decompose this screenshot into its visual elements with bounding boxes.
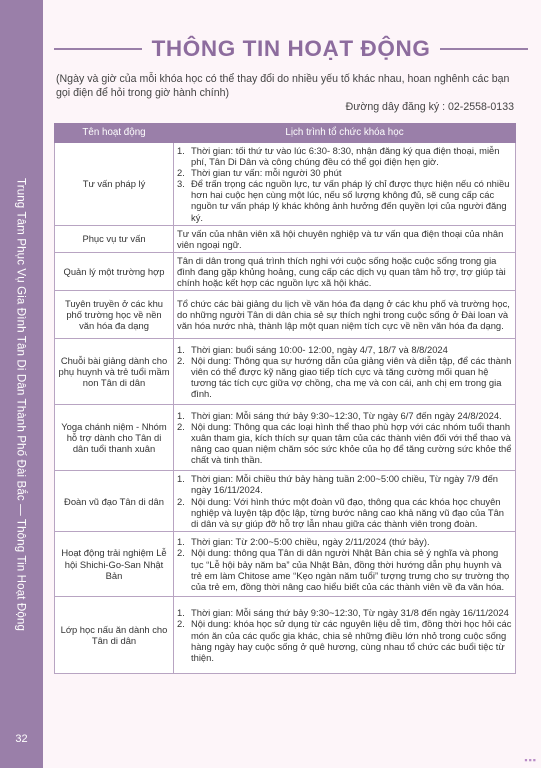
schedule-item — [177, 618, 512, 662]
sidebar-title: Trung Tâm Phục Vụ Gia Đình Tân Di Dân Thành Phố Đài Bắc — Thông Tin Hoạt Động — [14, 177, 28, 631]
activity-name: Phục vụ tư vấn — [55, 225, 174, 252]
item-text: Tư vấn của nhân viên xã hội chuyên nghiệp và tư vấn qua điện thoại của nhân viên ngoại ngữ. — [177, 227, 504, 250]
schedule-item — [177, 473, 512, 495]
schedule-item — [177, 410, 512, 421]
table-row — [55, 143, 516, 226]
schedule-item — [177, 145, 512, 167]
table-row — [55, 471, 516, 532]
activity-name: Hoạt động trải nghiệm Lễ hội Shichi-Go-San Nhật Bản — [55, 532, 174, 597]
schedule-list — [177, 228, 512, 250]
schedule-item — [177, 607, 512, 618]
activity-schedule — [174, 532, 516, 597]
item-number: 2. — [177, 618, 185, 630]
item-number: 1. — [177, 343, 185, 355]
item-text: Nội dung: Thông qua sự hướng dẫn của giảng viên và diễn tập, để các thành viên có thể được kỹ năng giao tiếp tích cực và tăng cường mối quan hệ tương tác tích cực giữa vợ chồng, cha mẹ và con cái, anh chị em trong gia đình. — [191, 354, 512, 400]
title-line-right — [440, 48, 528, 50]
schedule-list — [177, 298, 512, 331]
item-text: Nội dung: Với hình thức một đoàn vũ đạo, thông qua các khóa học chuyên nghiệp và luyện tập độc lập, từng bước nâng cao khả năng vũ đạo của Tân di dân và sự giúp đỡ hỗ trợ lẫn nhau giữa các thành viên trong đoàn. — [191, 495, 505, 529]
item-text: Nội dung: thông qua Tân di dân người Nhật Bản chia sẻ ý nghĩa và phong tục “Lễ hội bảy năm ba” của Nhật Bản, đồng thời hướng dẫn phụ huynh và trẻ em làm Chitose ame “Kẹo ngàn năm tuổi” tượng trưng cho sự trường thọ của trẻ em, đồng thời nâng cao hiểu biết của các thành viên về đa văn hóa. — [191, 547, 510, 592]
schedule-list — [177, 536, 512, 591]
item-number: 1. — [177, 473, 185, 485]
table-row — [55, 252, 516, 290]
item-text: Thời gian: buổi sáng 10:00- 12:00, ngày 4/7, 18/7 và 8/8/2024 — [191, 343, 448, 355]
item-text: Nội dung: Thông qua các loại hình thể thao phù hợp với các nhóm tuổi thanh xuân tham gia, kích thích sự quan tâm của các thành viên đối với thể thao và nâng cao quan niệm chăm sóc sức khỏe của họ để tăng cường sức khỏe thể chất và tinh thần. — [191, 420, 512, 466]
page-title: THÔNG TIN HOẠT ĐỘNG — [151, 36, 431, 61]
sidebar — [0, 0, 43, 768]
item-text: Thời gian: Mỗi sáng thứ bảy 9:30~12:30, Từ ngày 31/8 đến ngày 16/11/2024 — [191, 607, 509, 619]
activity-name: Yoga chánh niệm - Nhóm hỗ trợ dành cho Tân di dân tuổi thanh xuân — [55, 405, 174, 471]
schedule-item — [177, 496, 512, 529]
corner-decoration: ▪▪▪ — [524, 755, 537, 765]
table-row — [55, 339, 516, 405]
schedule-item — [177, 344, 512, 355]
table-header-row — [55, 124, 516, 143]
activity-schedule — [174, 597, 516, 674]
activity-name: Quản lý một trường hợp — [55, 252, 174, 290]
item-text: Thời gian: tối thứ tư vào lúc 6:30- 8:30, nhận đăng ký qua điện thoại, miễn phí, Tân Di Dân và công chúng đều có thể gọi điện hẹn giờ. — [191, 145, 500, 168]
table-row — [55, 597, 516, 674]
activity-schedule — [174, 143, 516, 226]
activity-name: Đoàn vũ đạo Tân di dân — [55, 471, 174, 532]
item-text: Thời gian tư vấn: mỗi người 30 phút — [191, 167, 342, 179]
activity-schedule — [174, 471, 516, 532]
activity-schedule — [174, 405, 516, 471]
table-row — [55, 225, 516, 252]
item-text: Thời gian: Từ 2:00~5:00 chiều, ngày 2/11/2024 (thứ bảy). — [191, 536, 430, 548]
item-text: Để trấn trọng các nguồn lực, tư vấn pháp lý chỉ được thực hiện nếu có nhiều hơn hai cuộc hẹn cùng một lúc, nếu số lượng không đủ, sẽ cung cấp các nguồn tư vấn pháp lý khác không ảnh hưởng đến quyền lợi của người đăng ký. — [191, 178, 510, 223]
schedule-note: (Ngày và giờ của mỗi khóa học có thể thay đổi do nhiều yếu tố khác nhau, hoan nghênh các bạn gọi điện để hỏi trong giờ hành chính) — [56, 73, 510, 99]
item-text: Nội dung: khóa học sử dụng từ các nguyên liệu dễ tìm, đồng thời học hỏi các món ăn của các quốc gia khác, chia sẻ những điều lớn nhỏ trong cuộc sống hàng ngày hay cuộc sống ở quê hương, cùng nhau tổ chức các buổi tiệc từ thiện. — [191, 618, 512, 663]
activity-name: Tư vấn pháp lý — [55, 143, 174, 226]
schedule-item — [177, 178, 512, 222]
table-row — [55, 405, 516, 471]
schedule-item — [177, 355, 512, 399]
activity-schedule — [174, 225, 516, 252]
header-activity-name: Tên hoạt động — [55, 124, 174, 143]
schedule-list — [177, 473, 512, 528]
item-number: 2. — [177, 354, 185, 366]
schedule-list — [177, 607, 512, 662]
item-number: 2. — [177, 495, 185, 507]
schedule-list — [177, 344, 512, 399]
schedule-list — [177, 410, 512, 465]
table-body — [55, 143, 516, 674]
header-schedule: Lịch trình tổ chức khóa học — [174, 124, 516, 143]
activity-name: Chuỗi bài giảng dành cho phụ huynh và trẻ tuổi mầm non Tân di dân — [55, 339, 174, 405]
activity-table — [54, 123, 516, 674]
item-text: Tân di dân trong quá trình thích nghi với cuộc sống hoặc cuộc sống trong gia đình đang gặp khủng hoảng, cung cấp các dịch vụ quan tâm hỗ trợ, trợ giúp tài chính hoặc kết hợp các nguồn lực xã hội khác. — [177, 254, 506, 289]
activity-schedule — [174, 291, 516, 339]
schedule-item — [177, 228, 512, 250]
title-line-left — [54, 48, 142, 50]
item-number: 1. — [177, 607, 185, 619]
item-number: 2. — [177, 167, 185, 179]
registration-hotline: Đường dây đăng ký : 02-2558-0133 — [345, 101, 514, 113]
schedule-item — [177, 255, 512, 288]
item-number: 1. — [177, 536, 185, 548]
activity-schedule — [174, 252, 516, 290]
table-row — [55, 291, 516, 339]
schedule-list — [177, 255, 512, 288]
schedule-item — [177, 421, 512, 465]
item-text: Thời gian: Mỗi sáng thứ bảy 9:30~12:30, Từ ngày 6/7 đến ngày 24/8/2024. — [191, 409, 502, 421]
table-row — [55, 532, 516, 597]
activity-schedule — [174, 339, 516, 405]
schedule-item — [177, 547, 512, 591]
activity-name: Lớp học nấu ăn dành cho Tân di dân — [55, 597, 174, 674]
item-number: 1. — [177, 409, 185, 421]
item-number: 2. — [177, 547, 185, 559]
item-text: Thời gian: Mỗi chiều thứ bảy hàng tuần 2:00~5:00 chiều, Từ ngày 7/9 đến ngày 16/11/2024. — [191, 473, 499, 496]
item-number: 3. — [177, 178, 185, 190]
schedule-item — [177, 298, 512, 331]
page-number: 32 — [15, 733, 28, 745]
title-row — [54, 33, 528, 65]
item-text: Tổ chức các bài giảng du lịch về văn hóa đa dạng ở các khu phố và trường học, do những người Tân di dân chia sẻ sự thích nghi trong cuộc sống ở Đài loan và văn hóa nước nhà, thành lập một quan niệm tích cực về nền văn hóa đa dạng. — [177, 297, 510, 332]
schedule-item — [177, 536, 512, 547]
schedule-list — [177, 145, 512, 223]
activity-name: Tuyên truyền ở các khu phố trường học về nền văn hóa đa dạng — [55, 291, 174, 339]
schedule-item — [177, 167, 512, 178]
item-number: 2. — [177, 420, 185, 432]
item-number: 1. — [177, 145, 185, 156]
